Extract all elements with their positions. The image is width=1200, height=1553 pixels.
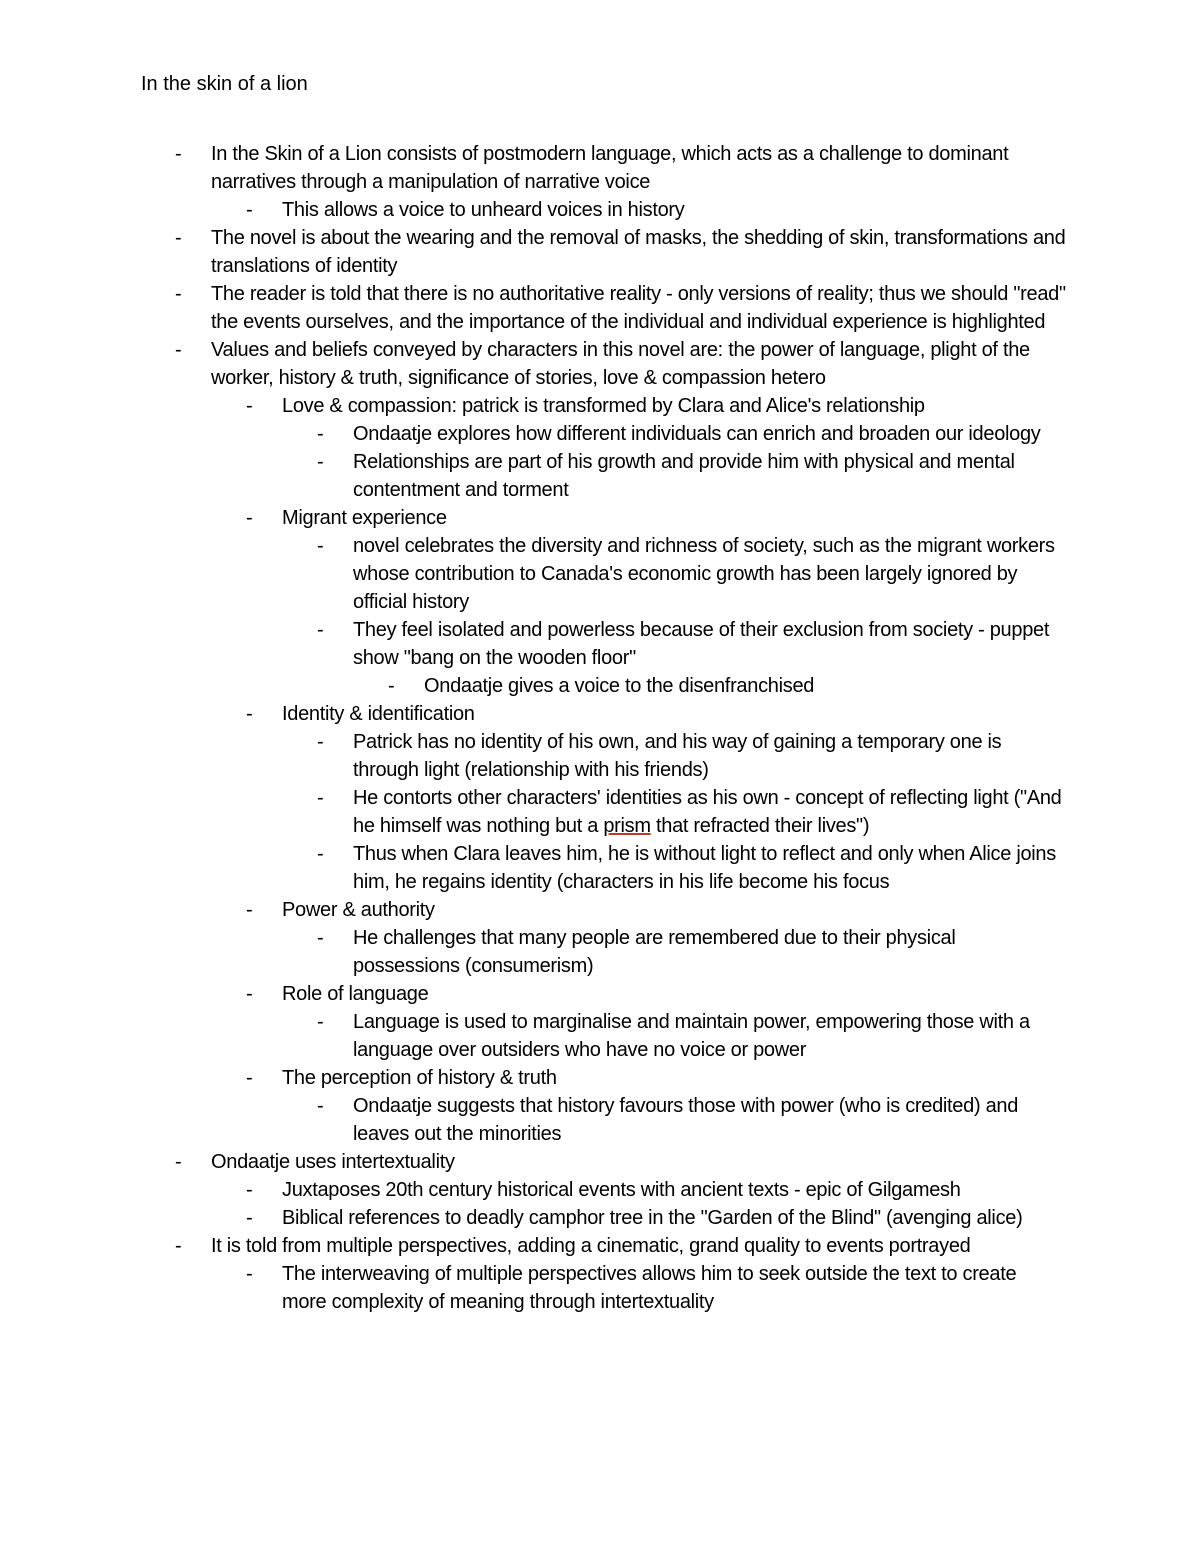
list-item xyxy=(0,784,1063,840)
bullet-list xyxy=(0,140,1200,1316)
list-item xyxy=(0,224,1071,280)
list-item-text: Ondaatje suggests that history favours those with power (who is credited) and leaves out the minorities xyxy=(353,1095,1019,1145)
document-title: In the skin of a lion xyxy=(141,73,308,95)
list-item-text: Role of language xyxy=(282,983,429,1005)
bullet-dash: - xyxy=(388,675,395,697)
list-item-text: Power & authority xyxy=(282,899,435,921)
bullet-dash: - xyxy=(246,1179,253,1201)
bullet-dash: - xyxy=(175,227,182,249)
bullet-dash: - xyxy=(246,1207,253,1229)
list-item xyxy=(0,1148,1071,1176)
list-item xyxy=(0,504,1062,532)
spellcheck-word: prism xyxy=(603,815,651,837)
bullet-dash: - xyxy=(317,843,324,865)
list-item-text: The perception of history & truth xyxy=(282,1067,557,1089)
list-item xyxy=(0,420,1063,448)
list-item-text: Relationships are part of his growth and provide him with physical and mental contentment and torment xyxy=(353,451,1015,501)
list-item xyxy=(0,1176,1062,1204)
bullet-dash: - xyxy=(317,535,324,557)
bullet-dash: - xyxy=(246,507,253,529)
list-item xyxy=(0,924,1063,980)
list-item-text: The novel is about the wearing and the removal of masks, the shedding of skin, transformations and translations of identity xyxy=(211,227,1066,277)
bullet-dash: - xyxy=(246,199,253,221)
bullet-dash: - xyxy=(246,703,253,725)
list-item-text: Thus when Clara leaves him, he is without light to reflect and only when Alice joins him, he regains identity (characters in his life become his focus xyxy=(353,843,1056,893)
list-item xyxy=(0,672,1064,700)
list-item-text: novel celebrates the diversity and richness of society, such as the migrant workers whose contribution to Canada's economic growth has been largely ignored by official history xyxy=(353,535,1055,613)
list-item-text: Patrick has no identity of his own, and his way of gaining a temporary one is through light (relationship with his friends) xyxy=(353,731,1002,781)
list-item xyxy=(0,1204,1062,1232)
list-item xyxy=(0,532,1063,616)
bullet-dash: - xyxy=(175,339,182,361)
bullet-dash: - xyxy=(317,451,324,473)
list-item xyxy=(0,336,1071,392)
list-item-text: Language is used to marginalise and maintain power, empowering those with a language over outsiders who have no voice or power xyxy=(353,1011,1030,1061)
bullet-dash: - xyxy=(317,1011,324,1033)
list-item xyxy=(0,140,1071,196)
list-item-text: He challenges that many people are remembered due to their physical possessions (consumerism) xyxy=(353,927,956,977)
list-item xyxy=(0,980,1062,1008)
bullet-dash: - xyxy=(246,1067,253,1089)
list-item-text: Biblical references to deadly camphor tree in the "Garden of the Blind" (avenging alice) xyxy=(282,1207,1023,1229)
list-item xyxy=(0,1064,1062,1092)
list-item-text: Ondaatje uses intertextuality xyxy=(211,1151,455,1173)
list-item-text: He contorts other characters' identities as his own - concept of reflecting light ("And he himself was nothing but a xyxy=(353,787,1062,837)
list-item xyxy=(0,896,1062,924)
list-item-text: Love & compassion: patrick is transformed by Clara and Alice's relationship xyxy=(282,395,925,417)
bullet-dash: - xyxy=(175,143,182,165)
list-item xyxy=(0,728,1063,784)
list-item-text: Ondaatje gives a voice to the disenfranchised xyxy=(424,675,815,697)
list-item xyxy=(0,1232,1071,1260)
bullet-dash: - xyxy=(317,927,324,949)
list-item-text: It is told from multiple perspectives, adding a cinematic, grand quality to events portrayed xyxy=(211,1235,971,1257)
list-item xyxy=(0,1008,1063,1064)
list-item-text: Identity & identification xyxy=(282,703,475,725)
bullet-dash: - xyxy=(246,899,253,921)
bullet-dash: - xyxy=(317,619,324,641)
list-item-text: In the Skin of a Lion consists of postmodern language, which acts as a challenge to dominant narratives through a manipulation of narrative voice xyxy=(211,143,1009,193)
bullet-dash: - xyxy=(246,1263,253,1285)
list-item xyxy=(0,616,1063,672)
list-item-text: Values and beliefs conveyed by characters in this novel are: the power of language, plight of the worker, history & truth, significance of stories, love & compassion hetero xyxy=(211,339,1030,389)
bullet-dash: - xyxy=(317,787,324,809)
list-item xyxy=(0,196,1062,224)
list-item xyxy=(0,1092,1063,1148)
list-item xyxy=(0,1260,1062,1316)
bullet-dash: - xyxy=(175,1151,182,1173)
list-item-text: Ondaatje explores how different individuals can enrich and broaden our ideology xyxy=(353,423,1041,445)
list-item-text: The interweaving of multiple perspectives allows him to seek outside the text to create more complexity of meaning through intertextuality xyxy=(282,1263,1017,1313)
list-item-text-after: that refracted their lives") xyxy=(650,815,870,837)
list-item xyxy=(0,700,1062,728)
list-item xyxy=(0,392,1062,420)
list-item xyxy=(0,280,1071,336)
bullet-dash: - xyxy=(175,283,182,305)
list-item-text: They feel isolated and powerless because of their exclusion from society - puppet show "bang on the wooden floor" xyxy=(353,619,1050,669)
list-item xyxy=(0,840,1063,896)
list-item-text: Juxtaposes 20th century historical events with ancient texts - epic of Gilgamesh xyxy=(282,1179,961,1201)
bullet-dash: - xyxy=(317,1095,324,1117)
bullet-dash: - xyxy=(317,731,324,753)
bullet-dash: - xyxy=(246,395,253,417)
list-item-text: Migrant experience xyxy=(282,507,447,529)
list-item-text: This allows a voice to unheard voices in history xyxy=(282,199,685,221)
bullet-dash: - xyxy=(246,983,253,1005)
bullet-dash: - xyxy=(317,423,324,445)
list-item-text: The reader is told that there is no authoritative reality - only versions of reality; thus we should "read" the events ourselves, and the importance of the individual and individual experience is highlighted xyxy=(211,283,1066,333)
list-item xyxy=(0,448,1063,504)
bullet-dash: - xyxy=(175,1235,182,1257)
